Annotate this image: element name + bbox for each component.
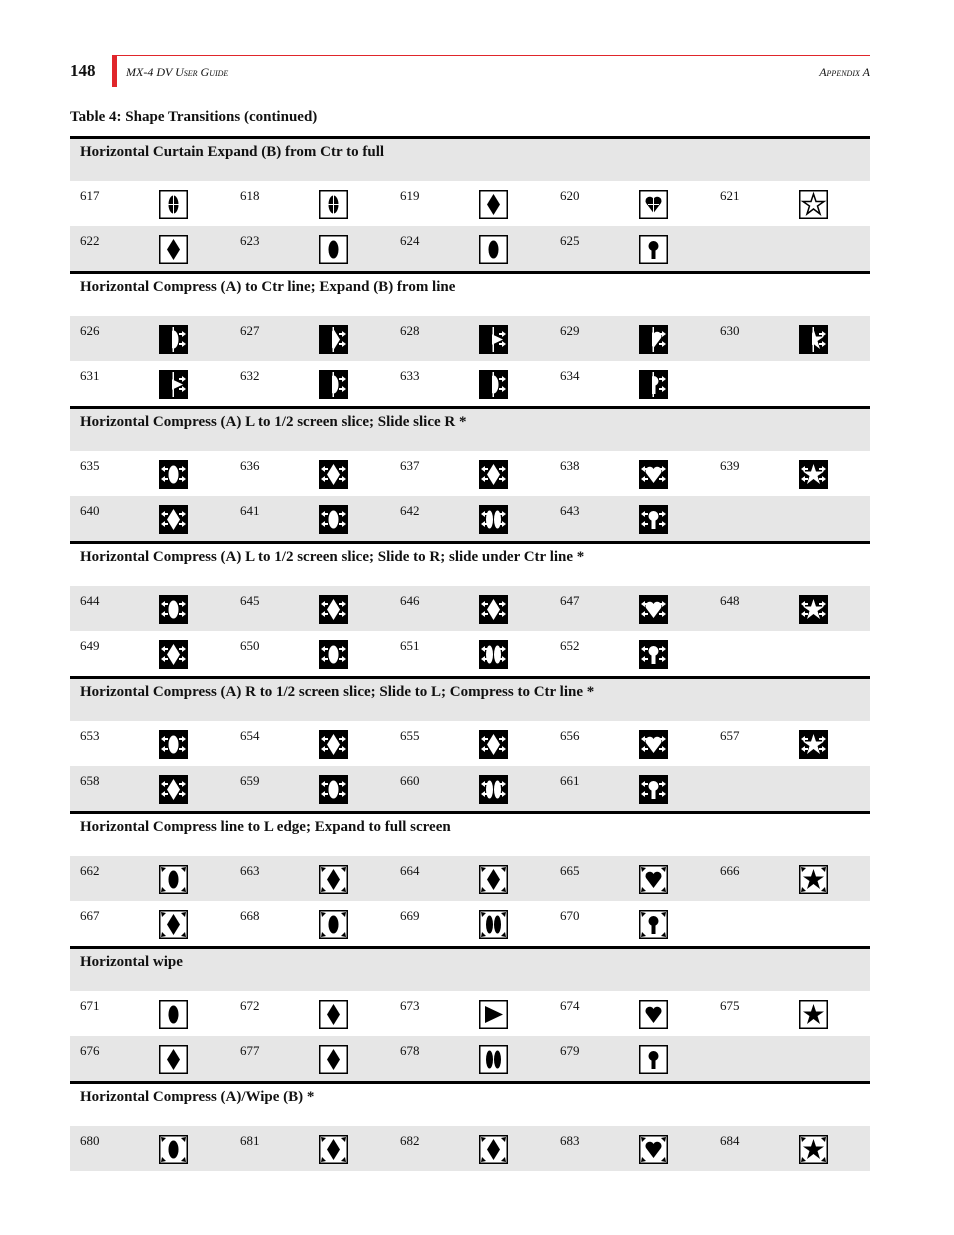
slice-diamond-arrows-icon (479, 595, 508, 624)
transition-number: 663 (240, 863, 260, 878)
wipe-star-compress-icon (799, 1135, 828, 1164)
transition-number: 640 (80, 503, 100, 518)
transition-cell (230, 631, 390, 676)
section-title: Horizontal wipe (80, 954, 183, 970)
transition-cell (230, 901, 390, 946)
transition-cell (710, 181, 870, 226)
table-row (70, 181, 870, 226)
transition-cell (550, 226, 710, 271)
transition-cell (390, 451, 550, 496)
table-row (70, 1126, 870, 1171)
transition-cell (710, 586, 870, 631)
table-row (70, 856, 870, 901)
half-oval-right-icon (479, 370, 508, 399)
wipe-double-icon (479, 1045, 508, 1074)
transition-cell (550, 1126, 710, 1171)
transition-cell (390, 496, 550, 541)
transition-number: 669 (400, 908, 420, 923)
transition-cell (230, 316, 390, 361)
transition-number: 647 (560, 593, 580, 608)
slice-oval-arrows-icon (319, 640, 348, 669)
slice-diamond-arrows-icon (319, 460, 348, 489)
section-title: Horizontal Compress line to L edge; Expand to full screen (80, 819, 451, 835)
frame-heart-arrows-icon (639, 865, 668, 894)
transition-cell (70, 721, 230, 766)
transition-number: 665 (560, 863, 580, 878)
transition-number: 658 (80, 773, 100, 788)
transition-cell (710, 721, 870, 766)
transition-cell (550, 451, 710, 496)
transition-cell (230, 1036, 390, 1081)
half-oval-right-icon (319, 370, 348, 399)
diamond-cross-icon (159, 235, 188, 264)
transition-cell (390, 766, 550, 811)
transition-cell (230, 856, 390, 901)
transition-number: 662 (80, 863, 100, 878)
wipe-cross-compress-icon (479, 1135, 508, 1164)
transition-number: 652 (560, 638, 580, 653)
slice-double-arrows-icon (479, 505, 508, 534)
header-accent-bar (112, 55, 117, 87)
transition-number: 618 (240, 188, 260, 203)
transition-cell (70, 766, 230, 811)
transition-number: 664 (400, 863, 420, 878)
transition-number: 677 (240, 1043, 260, 1058)
table-row (70, 1036, 870, 1081)
compress-oval-arrows-icon (319, 775, 348, 804)
wipe-diamond-compress-icon (319, 1135, 348, 1164)
frame-oval-arrows-icon (159, 865, 188, 894)
transition-cell (390, 1036, 550, 1081)
guide-title: MX-4 DV User Guide (126, 65, 229, 79)
frame-diamond-arrows-icon (319, 865, 348, 894)
double-oval-icon (479, 235, 508, 264)
section-title: Horizontal Compress (A) L to 1/2 screen slice; Slide slice R * (80, 414, 467, 430)
transition-cell (550, 631, 710, 676)
transition-number: 649 (80, 638, 100, 653)
transition-number: 648 (720, 593, 740, 608)
slice-star-arrows-icon (799, 595, 828, 624)
transition-number: 675 (720, 998, 740, 1013)
oval-lattice-icon (159, 190, 188, 219)
transition-cell (550, 181, 710, 226)
star-outline-icon (799, 190, 828, 219)
diamond-cross-icon (479, 190, 508, 219)
oval-lattice-icon (319, 190, 348, 219)
transition-number: 684 (720, 1133, 740, 1148)
frame-double-arrows-icon (479, 910, 508, 939)
table-row (70, 631, 870, 676)
transition-number: 666 (720, 863, 740, 878)
transition-number: 621 (720, 188, 740, 203)
slice-heart-arrows-icon (639, 460, 668, 489)
table-row (70, 901, 870, 946)
section-header (70, 811, 870, 856)
compress-diamond-arrows-icon (319, 730, 348, 759)
transition-cell (70, 1036, 230, 1081)
transition-number: 626 (80, 323, 100, 338)
transition-number: 681 (240, 1133, 260, 1148)
slice-double-arrows-icon (479, 640, 508, 669)
transition-cell (70, 856, 230, 901)
transition-number: 634 (560, 368, 580, 383)
transition-cell (550, 856, 710, 901)
wipe-arrow-icon (479, 1000, 508, 1029)
transition-number: 656 (560, 728, 580, 743)
wipe-heart-icon (639, 1000, 668, 1029)
transition-cell (230, 496, 390, 541)
slice-oval-arrows-icon (159, 595, 188, 624)
transition-number: 683 (560, 1133, 580, 1148)
frame-star-arrows-icon (799, 865, 828, 894)
transition-cell (70, 226, 230, 271)
transition-number: 628 (400, 323, 420, 338)
transition-number: 676 (80, 1043, 100, 1058)
half-oval-right-icon (159, 325, 188, 354)
section-header (70, 676, 870, 721)
transition-number: 624 (400, 233, 420, 248)
transition-number: 619 (400, 188, 420, 203)
transition-cell (390, 226, 550, 271)
transition-cell (230, 586, 390, 631)
wipe-heart-compress-icon (639, 1135, 668, 1164)
slice-cross-arrows-icon (159, 640, 188, 669)
section-header (70, 541, 870, 586)
section-header (70, 946, 870, 991)
transition-number: 650 (240, 638, 260, 653)
wipe-keyhole-icon (639, 1045, 668, 1074)
compress-oval-arrows-icon (159, 730, 188, 759)
transition-cell (550, 766, 710, 811)
transition-number: 623 (240, 233, 260, 248)
compress-diamond-arrows-icon (479, 730, 508, 759)
transition-number: 635 (80, 458, 100, 473)
wipe-diamond-icon (319, 1045, 348, 1074)
frame-keyhole-arrows-icon (639, 910, 668, 939)
transition-cell (70, 496, 230, 541)
compress-heart-arrows-icon (639, 730, 668, 759)
transition-number: 679 (560, 1043, 580, 1058)
transition-cell (70, 181, 230, 226)
transition-cell (230, 226, 390, 271)
wipe-cross-icon (159, 1045, 188, 1074)
transition-number: 659 (240, 773, 260, 788)
transition-cell (390, 721, 550, 766)
half-diamond-arrows-icon (319, 325, 348, 354)
transition-cell (390, 901, 550, 946)
transition-number: 622 (80, 233, 100, 248)
section-title: Horizontal Compress (A) L to 1/2 screen slice; Slide to R; slide under Ctr line * (80, 549, 585, 565)
transition-cell (230, 361, 390, 406)
transition-cell (230, 181, 390, 226)
section-header (70, 271, 870, 316)
transition-number: 641 (240, 503, 260, 518)
transition-number: 682 (400, 1133, 420, 1148)
half-heart-right-icon (639, 325, 668, 354)
transition-number: 643 (560, 503, 580, 518)
transition-cell (230, 991, 390, 1036)
transition-number: 625 (560, 233, 580, 248)
slice-heart-arrows-icon (639, 595, 668, 624)
transition-number: 653 (80, 728, 100, 743)
header-rule (117, 55, 870, 56)
transition-cell (70, 451, 230, 496)
slice-keyhole-arrows-icon (639, 505, 668, 534)
split-arrow-right-icon (159, 370, 188, 399)
transition-number: 617 (80, 188, 100, 203)
page-number: 148 (70, 61, 96, 80)
transition-cell (390, 316, 550, 361)
transition-cell (390, 181, 550, 226)
transition-cell (390, 856, 550, 901)
table-row (70, 586, 870, 631)
shape-transitions-table (70, 136, 870, 1171)
transition-number: 672 (240, 998, 260, 1013)
compress-cross-arrows-icon (159, 775, 188, 804)
transition-cell (390, 586, 550, 631)
transition-cell (230, 451, 390, 496)
transition-number: 670 (560, 908, 580, 923)
transition-cell (710, 316, 870, 361)
transition-number: 657 (720, 728, 740, 743)
frame-oval-arrows-icon (319, 910, 348, 939)
table-caption: Table 4: Shape Transitions (continued) (70, 109, 318, 125)
transition-number: 633 (400, 368, 420, 383)
transition-cell (550, 316, 710, 361)
transition-number: 651 (400, 638, 420, 653)
transition-cell (70, 991, 230, 1036)
wipe-oval-compress-icon (159, 1135, 188, 1164)
compress-star-arrows-icon (799, 730, 828, 759)
transition-cell (550, 496, 710, 541)
wipe-diamond-icon (319, 1000, 348, 1029)
section-header (70, 406, 870, 451)
appendix-label: Appendix A (819, 65, 870, 79)
transition-cell (390, 631, 550, 676)
transition-number: 620 (560, 188, 580, 203)
transition-number: 645 (240, 593, 260, 608)
page-header (70, 55, 870, 87)
transition-number: 661 (560, 773, 580, 788)
transition-cell (70, 316, 230, 361)
transition-cell (70, 1126, 230, 1171)
slice-cross-arrows-icon (159, 505, 188, 534)
transition-number: 668 (240, 908, 260, 923)
transition-cell (70, 631, 230, 676)
transition-cell (70, 901, 230, 946)
transition-number: 639 (720, 458, 740, 473)
transition-cell (550, 586, 710, 631)
transition-cell (390, 1126, 550, 1171)
transition-number: 674 (560, 998, 580, 1013)
slice-keyhole-arrows-icon (639, 640, 668, 669)
transition-cell (230, 1126, 390, 1171)
section-header (70, 1081, 870, 1126)
section-title: Horizontal Compress (A) R to 1/2 screen slice; Slide to L; Compress to Ctr line * (80, 684, 595, 700)
frame-diamond-arrows-icon (159, 910, 188, 939)
transition-cell (550, 1036, 710, 1081)
transition-number: 632 (240, 368, 260, 383)
transition-cell (710, 1126, 870, 1171)
section-title: Horizontal Compress (A) to Ctr line; Expand (B) from line (80, 279, 456, 295)
half-star-right-icon (799, 325, 828, 354)
table-row (70, 451, 870, 496)
transition-number: 654 (240, 728, 260, 743)
section-header (70, 136, 870, 181)
transition-number: 671 (80, 998, 100, 1013)
transition-number: 637 (400, 458, 420, 473)
slice-diamond-arrows-icon (479, 460, 508, 489)
transition-number: 678 (400, 1043, 420, 1058)
transition-number: 644 (80, 593, 100, 608)
transition-number: 673 (400, 998, 420, 1013)
wipe-oval-icon (159, 1000, 188, 1029)
heart-lattice-icon (639, 190, 668, 219)
transition-number: 680 (80, 1133, 100, 1148)
slice-oval-arrows-icon (319, 505, 348, 534)
transition-number: 638 (560, 458, 580, 473)
frame-diamond-arrows-icon (479, 865, 508, 894)
half-keyhole-right-icon (639, 370, 668, 399)
transition-cell (710, 991, 870, 1036)
table-row (70, 226, 870, 271)
slice-oval-arrows-icon (159, 460, 188, 489)
transition-cell (550, 721, 710, 766)
transition-cell (390, 361, 550, 406)
transition-cell (390, 991, 550, 1036)
slice-diamond-arrows-icon (319, 595, 348, 624)
transition-number: 630 (720, 323, 740, 338)
transition-number: 646 (400, 593, 420, 608)
table-row (70, 766, 870, 811)
transition-number: 655 (400, 728, 420, 743)
transition-cell (550, 361, 710, 406)
split-arrow-left-icon (479, 325, 508, 354)
compress-double-arrows-icon (479, 775, 508, 804)
table-row (70, 721, 870, 766)
transition-cell (550, 901, 710, 946)
wipe-star-icon (799, 1000, 828, 1029)
transition-number: 667 (80, 908, 100, 923)
transition-cell (710, 451, 870, 496)
transition-number: 642 (400, 503, 420, 518)
transition-number: 631 (80, 368, 100, 383)
keyhole-icon (639, 235, 668, 264)
table-row (70, 496, 870, 541)
slice-star-arrows-icon (799, 460, 828, 489)
table-row (70, 361, 870, 406)
transition-number: 636 (240, 458, 260, 473)
transition-cell (230, 721, 390, 766)
transition-cell (70, 586, 230, 631)
transition-cell (70, 361, 230, 406)
transition-number: 660 (400, 773, 420, 788)
transition-cell (710, 856, 870, 901)
table-row (70, 991, 870, 1036)
transition-cell (550, 991, 710, 1036)
transition-cell (230, 766, 390, 811)
transition-number: 629 (560, 323, 580, 338)
section-title: Horizontal Curtain Expand (B) from Ctr to full (80, 144, 385, 160)
table-row (70, 316, 870, 361)
double-oval-icon (319, 235, 348, 264)
transition-number: 627 (240, 323, 260, 338)
section-title: Horizontal Compress (A)/Wipe (B) * (80, 1089, 315, 1105)
compress-keyhole-arrows-icon (639, 775, 668, 804)
